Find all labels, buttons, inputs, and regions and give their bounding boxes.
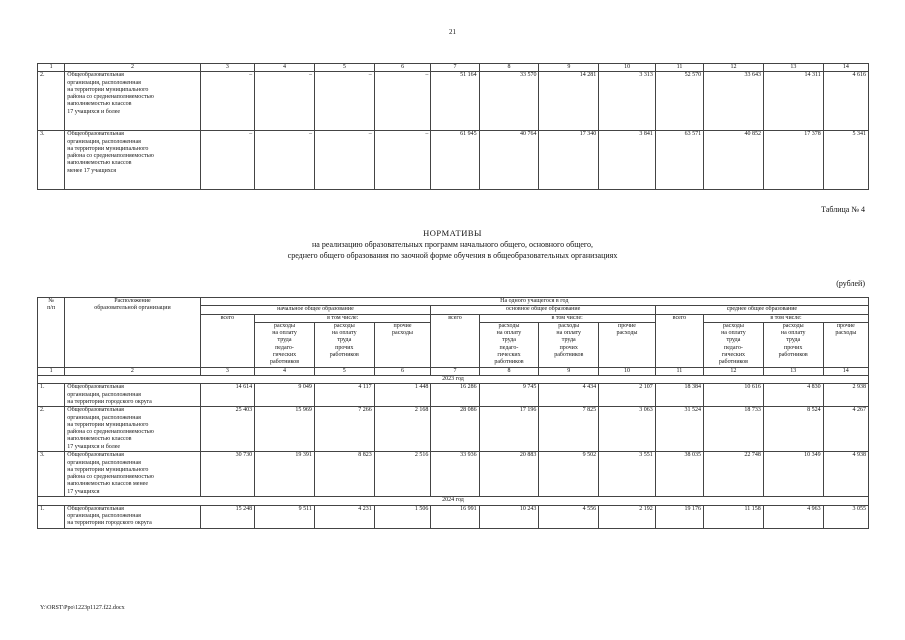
value-cell: 3 551 [599,452,656,497]
column-number: 7 [431,367,479,375]
value-cell: 22 748 [704,452,764,497]
year-label: 2024 год [38,497,869,505]
column-number: 2 [65,367,200,375]
column-number: 12 [704,367,764,375]
value-cell: 3 313 [599,72,656,131]
value-cell: 31 524 [655,407,703,452]
value-cell: 40 852 [704,131,764,190]
value-cell: 2 516 [374,452,431,497]
value-cell: 2 168 [374,407,431,452]
column-number-row [38,64,869,72]
header-other-staff-pay: расходы на оплату труда прочих работников [763,322,823,367]
value-cell: 17 340 [539,131,599,190]
value-cell: 9 049 [255,384,315,407]
value-cell: 33 643 [704,72,764,131]
column-number: 6 [374,367,431,375]
header-per-student: На одного учащегося в год [200,298,868,306]
value-cell: 4 830 [763,384,823,407]
document-title [0,228,905,261]
value-cell: 33 570 [479,72,539,131]
header-education-level: начальное общее образование [200,306,431,314]
organization-description: Общеобразовательная организация, расположенная на территории муниципального района со средненаполняемостью наполняемостью классов менее 17 учащихся [65,452,200,497]
value-cell: 9 502 [539,452,599,497]
value-cell: 10 243 [479,505,539,528]
value-cell: – [200,131,255,190]
value-cell: 1 506 [374,505,431,528]
column-number: 10 [599,64,656,72]
unit-label: (рублей) [836,279,865,288]
header-other-expenses: прочие расходы [599,322,656,367]
value-cell: 14 311 [763,72,823,131]
value-cell: – [374,131,431,190]
column-number: 6 [374,64,431,72]
column-number: 4 [255,367,315,375]
value-cell: – [200,72,255,131]
value-cell: 4 117 [314,384,374,407]
header-including: в том числе: [479,314,655,322]
value-cell: 3 841 [599,131,656,190]
value-cell: 7 266 [314,407,374,452]
column-number: 8 [479,64,539,72]
table-row [38,505,869,528]
column-number: 2 [65,64,200,72]
table-caption: Таблица № 4 [821,205,865,214]
value-cell: 15 248 [200,505,255,528]
table-row [38,72,869,131]
header-including: в том числе: [255,314,431,322]
value-cell: 61 945 [431,131,479,190]
title-line-2: на реализацию образовательных программ начального общего, основного общего, [311,240,593,249]
value-cell: 4 434 [539,384,599,407]
value-cell: – [314,72,374,131]
year-label: 2023 год [38,375,869,383]
value-cell: 2 192 [599,505,656,528]
value-cell: 25 403 [200,407,255,452]
value-cell: 15 969 [255,407,315,452]
header-organization: Расположение образовательной организации [65,298,200,368]
value-cell: 2 107 [599,384,656,407]
header-education-level: основное общее образование [431,306,655,314]
column-number: 1 [38,64,65,72]
column-number: 14 [823,64,868,72]
value-cell: 1 448 [374,384,431,407]
organization-description: Общеобразовательная организация, расположенная на территории муниципального района со средненаполняемостью наполняемостью классов менее 17 учащихся [65,131,200,190]
value-cell: 51 164 [431,72,479,131]
continued-table [37,63,869,190]
value-cell: – [314,131,374,190]
value-cell: 30 730 [200,452,255,497]
value-cell: 10 616 [704,384,764,407]
value-cell: 4 963 [763,505,823,528]
value-cell: 38 035 [655,452,703,497]
organization-description: Общеобразовательная организация, расположенная на территории городского округа [65,384,200,407]
row-number: 2. [38,72,65,131]
value-cell: 7 825 [539,407,599,452]
header-total: всего [200,314,255,367]
file-path-footer: Y:\ORST\Ppo\1223p1127.f22.docx [40,605,125,611]
value-cell: – [374,72,431,131]
value-cell: 17 378 [763,131,823,190]
year-row [38,375,869,383]
value-cell: 4 267 [823,407,868,452]
value-cell: 14 281 [539,72,599,131]
value-cell: 9 511 [255,505,315,528]
table-row [38,407,869,452]
value-cell: 3 055 [823,505,868,528]
header-including: в том числе: [704,314,869,322]
column-number: 13 [763,64,823,72]
year-row [38,497,869,505]
column-number: 12 [704,64,764,72]
row-number: 3. [38,452,65,497]
value-cell: 5 341 [823,131,868,190]
value-cell: 9 745 [479,384,539,407]
column-number: 1 [38,367,65,375]
table-row [38,452,869,497]
row-number: 1. [38,505,65,528]
value-cell: 19 176 [655,505,703,528]
value-cell: 8 823 [314,452,374,497]
header-other-staff-pay: расходы на оплату труда прочих работников [539,322,599,367]
header-number: № п/п [38,298,65,368]
table-row [38,131,869,190]
column-number: 5 [314,367,374,375]
value-cell: 4 616 [823,72,868,131]
column-number: 3 [200,367,255,375]
value-cell: – [255,72,315,131]
value-cell: 4 556 [539,505,599,528]
column-number: 9 [539,64,599,72]
value-cell: – [255,131,315,190]
column-number: 11 [655,64,703,72]
organization-description: Общеобразовательная организация, расположенная на территории городского округа [65,505,200,528]
value-cell: 28 086 [431,407,479,452]
column-number: 11 [655,367,703,375]
column-number: 7 [431,64,479,72]
row-number: 1. [38,384,65,407]
header-teacher-pay: расходы на оплату труда педаго- гических работников [255,322,315,367]
page-number: 21 [449,28,456,36]
column-number: 4 [255,64,315,72]
header-teacher-pay: расходы на оплату труда педаго- гических работников [479,322,539,367]
value-cell: 40 764 [479,131,539,190]
value-cell: 14 614 [200,384,255,407]
column-number: 9 [539,367,599,375]
value-cell: 4 231 [314,505,374,528]
value-cell: 52 570 [655,72,703,131]
header-teacher-pay: расходы на оплату труда педаго- гических работников [704,322,764,367]
normatives-table [37,297,869,529]
table-row [38,384,869,407]
column-number: 5 [314,64,374,72]
column-number: 8 [479,367,539,375]
organization-description: Общеобразовательная организация, расположенная на территории муниципального района со средненаполняемостью наполняемостью классов 17 учащихся и более [65,407,200,452]
value-cell: 11 158 [704,505,764,528]
title-main: НОРМАТИВЫ [423,228,482,238]
header-total: всего [655,314,703,367]
value-cell: 2 938 [823,384,868,407]
value-cell: 63 571 [655,131,703,190]
column-number: 14 [823,367,868,375]
value-cell: 19 391 [255,452,315,497]
column-number-row [38,367,869,375]
value-cell: 18 733 [704,407,764,452]
title-line-3: среднего общего образования по заочной форме обучения в общеобразовательных организациях [287,251,618,260]
value-cell: 8 524 [763,407,823,452]
column-number: 10 [599,367,656,375]
value-cell: 10 349 [763,452,823,497]
row-number: 2. [38,407,65,452]
header-row [38,298,869,306]
value-cell: 17 196 [479,407,539,452]
column-number: 13 [763,367,823,375]
value-cell: 18 384 [655,384,703,407]
header-education-level: среднее общее образование [655,306,868,314]
header-other-expenses: прочие расходы [823,322,868,367]
organization-description: Общеобразовательная организация, расположенная на территории муниципального района со средненаполняемостью наполняемостью классов 17 учащихся и более [65,72,200,131]
header-other-staff-pay: расходы на оплату труда прочих работников [314,322,374,367]
value-cell: 20 883 [479,452,539,497]
row-number: 3. [38,131,65,190]
value-cell: 3 063 [599,407,656,452]
value-cell: 16 286 [431,384,479,407]
header-other-expenses: прочие расходы [374,322,431,367]
value-cell: 4 938 [823,452,868,497]
header-total: всего [431,314,479,367]
column-number: 3 [200,64,255,72]
value-cell: 16 991 [431,505,479,528]
value-cell: 33 936 [431,452,479,497]
